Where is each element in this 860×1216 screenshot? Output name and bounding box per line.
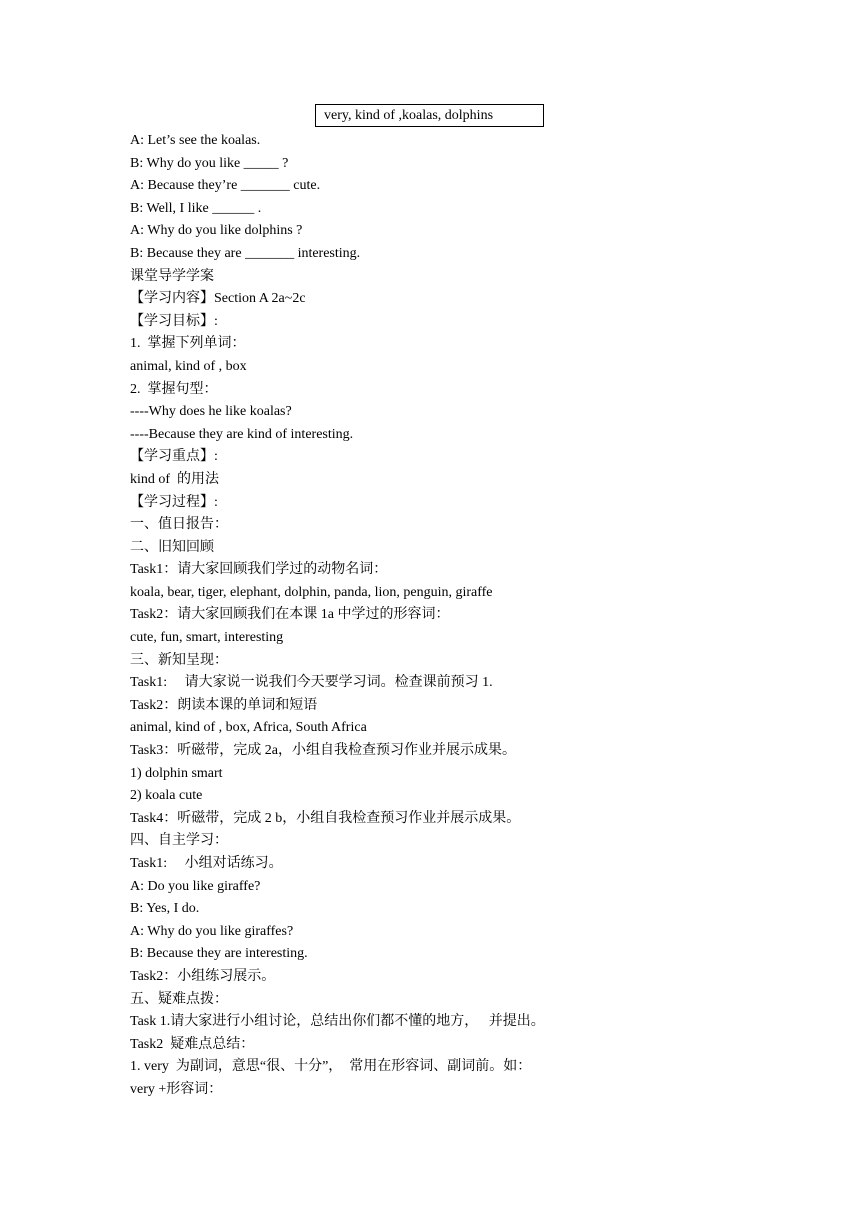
word-bank-box: very, kind of ,koalas, dolphins — [315, 104, 544, 127]
text-line: A: Let’s see the koalas. — [130, 133, 261, 148]
text-line: very +形容词： — [130, 1081, 223, 1097]
text-line: B: Because they are _______ interesting. — [130, 245, 361, 261]
text-line: koala, bear, tiger, elephant, dolphin, panda, lion, penguin, giraffe — [130, 584, 493, 600]
text-line: B: Yes, I do. — [130, 901, 200, 917]
text-line: animal, kind of , box, Africa, South Africa — [130, 720, 367, 736]
text-line: cute, fun, smart, interesting — [130, 630, 284, 646]
text-line: 2. 掌握句型： — [130, 381, 218, 397]
text-line: Task3：听磁带，完成 2a，小组自我检查预习作业并展示成果。 — [130, 743, 516, 759]
text-line: A: Because they’re _______ cute. — [130, 178, 321, 194]
text-line: Task1: 请大家说一说我们今天要学习词。检查课前预习 1. — [130, 675, 493, 691]
text-line: 【学习内容】Section A 2a~2c — [130, 291, 306, 307]
text-line: B: Why do you like _____ ? — [130, 155, 289, 171]
text-line: 1) dolphin smart — [130, 765, 223, 781]
text-line: Task4：听磁带，完成 2 b，小组自我检查预习作业并展示成果。 — [130, 810, 521, 826]
text-line: 四、自主学习： — [130, 833, 228, 849]
text-line: 【学习重点】: — [130, 449, 218, 465]
text-line: kind of 的用法 — [130, 471, 220, 487]
text-line: 二、旧知回顾 — [130, 539, 214, 555]
text-line: 三、新知呈现： — [130, 652, 228, 668]
text-line: A: Why do you like giraffes? — [130, 923, 294, 939]
text-line: ----Because they are kind of interesting. — [130, 426, 354, 442]
text-line: 五、疑难点拨： — [130, 991, 228, 1007]
text-line: Task 1.请大家进行小组讨论，总结出你们都不懂的地方， 并提出。 — [130, 1014, 545, 1030]
text-line: 1. very 为副词，意思“很、十分”， 常用在形容词、副词前。如： — [130, 1059, 532, 1075]
text-line: B: Well, I like ______ . — [130, 200, 262, 216]
text-line: ----Why does he like koalas? — [130, 404, 292, 420]
text-line: Task2：小组练习展示。 — [130, 968, 276, 984]
document-body — [130, 130, 830, 1102]
text-line: 2) koala cute — [130, 788, 203, 804]
text-line: Task2 疑难点总结： — [130, 1036, 255, 1052]
text-line: 课堂导学学案 — [130, 268, 214, 284]
text-line: A: Do you like giraffe? — [130, 878, 261, 894]
text-line: animal, kind of , box — [130, 358, 247, 374]
text-line: A: Why do you like dolphins ? — [130, 223, 303, 239]
text-line: Task1：请大家回顾我们学过的动物名词： — [130, 562, 388, 578]
text-line: Task2：请大家回顾我们在本课 1a 中学过的形容词： — [130, 607, 450, 623]
text-line: 一、值日报告： — [130, 517, 228, 533]
text-line: Task1: 小组对话练习。 — [130, 856, 283, 871]
text-line: 1. 掌握下列单词： — [130, 336, 246, 352]
text-line: 【学习目标】: — [130, 313, 218, 329]
text-line: 【学习过程】: — [130, 494, 218, 510]
text-line: B: Because they are interesting. — [130, 946, 308, 962]
text-line: Task2：朗读本课的单词和短语 — [130, 697, 318, 713]
